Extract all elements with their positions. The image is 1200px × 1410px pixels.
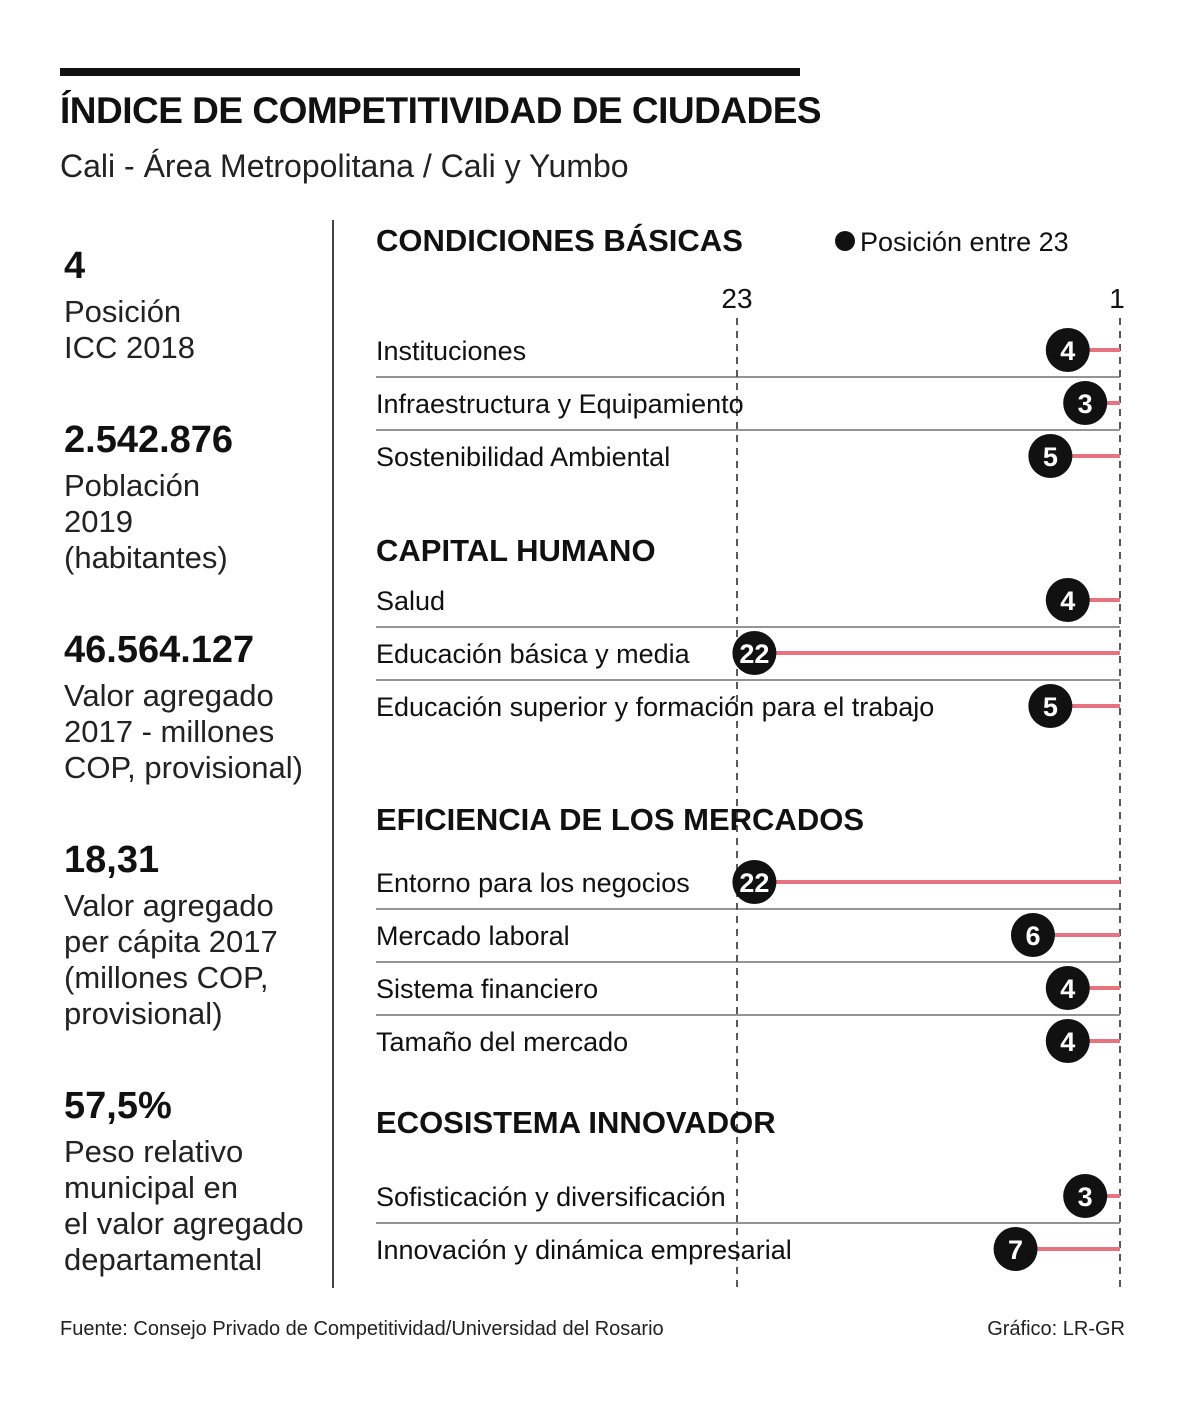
indicator-label: Educación básica y media [376, 639, 690, 669]
stat-value: 4 [64, 245, 86, 287]
indicator-label: Sistema financiero [376, 974, 599, 1004]
indicator-label: Infraestructura y Equipamiento [376, 389, 744, 419]
position-value: 3 [1077, 1182, 1093, 1212]
page-subtitle: Cali - Área Metropolitana / Cali y Yumbo [60, 148, 629, 184]
indicator-label: Educación superior y formación para el trabajo [376, 692, 935, 722]
position-value: 4 [1060, 974, 1076, 1004]
position-value: 4 [1060, 586, 1076, 616]
position-value: 5 [1042, 442, 1058, 472]
source-note: Fuente: Consejo Privado de Competitividad/Universidad del Rosario [60, 1318, 664, 1340]
indicator-label: Salud [376, 586, 446, 616]
section-title: CONDICIONES BÁSICAS [376, 223, 743, 258]
indicator-label: Sostenibilidad Ambiental [376, 442, 671, 472]
position-value: 5 [1042, 692, 1058, 722]
stat-label: Población 2019 (habitantes) [64, 468, 228, 575]
indicator-label: Entorno para los negocios [376, 868, 690, 898]
position-value: 22 [739, 868, 770, 898]
stat-value: 18,31 [64, 839, 160, 881]
indicator-label: Tamaño del mercado [376, 1027, 629, 1057]
section-title: EFICIENCIA DE LOS MERCADOS [376, 802, 864, 837]
section-title: CAPITAL HUMANO [376, 533, 656, 568]
position-value: 4 [1060, 1027, 1076, 1057]
indicator-label: Instituciones [376, 336, 527, 366]
page-title: ÍNDICE DE COMPETITIVIDAD DE CIUDADES [60, 90, 822, 131]
graphic-credit: Gráfico: LR-GR [987, 1318, 1125, 1340]
stat-value: 2.542.876 [64, 419, 234, 461]
stat-label: Valor agregado per cápita 2017 (millones COP, provisional) [64, 888, 278, 1031]
position-value: 7 [1008, 1235, 1024, 1265]
position-value: 3 [1077, 389, 1093, 419]
indicator-label: Sofisticación y diversificación [376, 1182, 726, 1212]
legend-label: Posición entre 23 [860, 227, 1069, 257]
stat-value: 46.564.127 [64, 629, 255, 671]
indicator-label: Innovación y dinámica empresarial [376, 1235, 792, 1265]
stat-label: Posición ICC 2018 [64, 294, 195, 365]
stat-label: Peso relativo municipal en el valor agregado departamental [64, 1134, 304, 1277]
legend-dot [835, 231, 855, 251]
stat-label: Valor agregado 2017 - millones COP, provisional) [64, 678, 303, 785]
axis-tick-label-max: 1 [1109, 283, 1125, 314]
axis-tick-label-min: 23 [721, 283, 753, 314]
section-title: ECOSISTEMA INNOVADOR [376, 1105, 776, 1140]
indicator-label: Mercado laboral [376, 921, 570, 951]
position-value: 6 [1025, 921, 1041, 951]
position-value: 4 [1060, 336, 1076, 366]
stat-value: 57,5% [64, 1085, 172, 1127]
position-value: 22 [739, 639, 770, 669]
